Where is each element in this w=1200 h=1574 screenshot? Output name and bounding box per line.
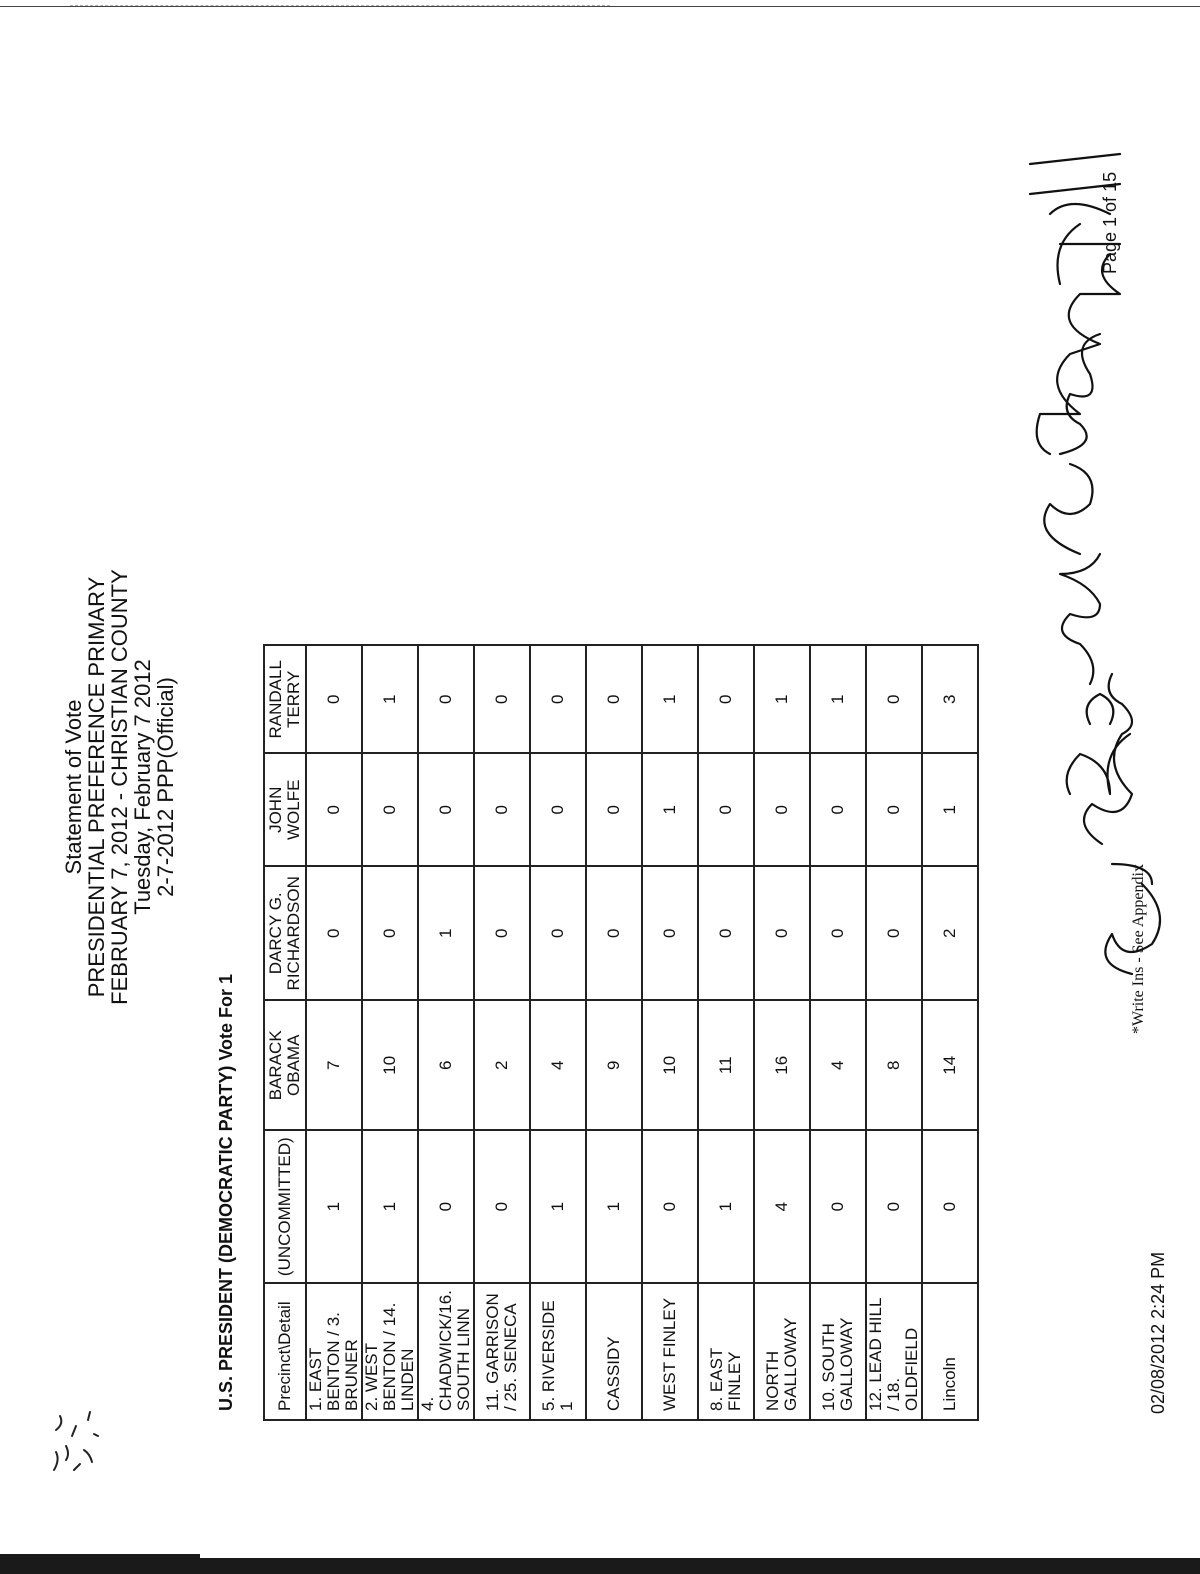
header-line-3: FEBRUARY 7, 2012 - CHRISTIAN COUNTY [107, 569, 132, 1005]
precinct-cell: 4. CHADWICK/16. SOUTH LINN [418, 1283, 474, 1420]
vote-cell: 4 [530, 1000, 586, 1130]
page-number: Page 1 of 15 [1100, 171, 1120, 274]
precinct-cell: Lincoln [922, 1283, 978, 1420]
vote-cell: 2 [474, 1000, 530, 1130]
vote-cell: 1 [698, 1130, 754, 1283]
vote-cell: 1 [306, 1130, 362, 1283]
signature-3 [1044, 334, 1100, 554]
precinct-cell: 5. RIVERSIDE 1 [530, 1283, 586, 1420]
vote-cell: 0 [866, 866, 922, 1000]
signature-4 [1030, 154, 1120, 454]
vote-cell: 7 [306, 1000, 362, 1130]
vote-cell: 0 [474, 866, 530, 1000]
vote-cell: 0 [866, 645, 922, 753]
column-header-precinct: Precinct\Detail [264, 1283, 306, 1420]
vote-cell: 4 [754, 1130, 810, 1283]
vote-cell: 0 [306, 866, 362, 1000]
precinct-cell: 12. LEAD HILL / 18. OLDFIELD [866, 1283, 922, 1420]
column-header-darcy-richardson: DARCY G. RICHARDSON [264, 866, 306, 1000]
report-datetime: 02/08/2012 2:24 PM [1148, 1251, 1168, 1414]
vote-cell: 0 [810, 1130, 866, 1283]
precinct-cell: 8. EAST FINLEY [698, 1283, 754, 1420]
vote-cell: 14 [922, 1000, 978, 1130]
vote-cell: 4 [810, 1000, 866, 1130]
column-header-uncommitted: (UNCOMMITTED) [264, 1130, 306, 1283]
vote-cell: 10 [642, 1000, 698, 1130]
vote-cell: 1 [810, 645, 866, 753]
vote-cell: 10 [362, 1000, 418, 1130]
vote-cell: 0 [586, 866, 642, 1000]
column-header-randall-terry: RANDALL TERRY [264, 645, 306, 753]
precinct-cell: CASSIDY [586, 1283, 642, 1420]
precinct-cell: 10. SOUTH GALLOWAY [810, 1283, 866, 1420]
vote-cell: 0 [418, 753, 474, 866]
vote-cell: 1 [922, 753, 978, 866]
vote-cell: 9 [586, 1000, 642, 1130]
vote-cell: 0 [418, 1130, 474, 1283]
vote-cell: 8 [866, 1000, 922, 1130]
vote-cell: 0 [530, 753, 586, 866]
vote-cell: 0 [754, 866, 810, 1000]
vote-cell: 16 [754, 1000, 810, 1130]
vote-cell: 1 [642, 753, 698, 866]
vote-cell: 0 [642, 866, 698, 1000]
column-header-barack-obama: BARACK OBAMA [264, 1000, 306, 1130]
vote-cell: 1 [362, 645, 418, 753]
vote-cell: 11 [698, 1000, 754, 1130]
header-line-2: PRESIDENTIAL PREFERENCE PRIMARY [84, 576, 109, 998]
vote-cell: 1 [362, 1130, 418, 1283]
header-line-5: 2-7-2012 PPP(Official) [153, 677, 178, 897]
vote-cell: 0 [586, 753, 642, 866]
signature-2 [1060, 554, 1130, 794]
header-line-1: Statement of Vote [61, 699, 86, 875]
vote-cell: 0 [306, 753, 362, 866]
precinct-cell: NORTH GALLOWAY [754, 1283, 810, 1420]
vote-cell: 0 [698, 645, 754, 753]
vote-cell: 0 [810, 866, 866, 1000]
vote-cell: 0 [530, 645, 586, 753]
vote-cell: 0 [698, 753, 754, 866]
vote-cell: 0 [474, 645, 530, 753]
vote-cell: 1 [418, 866, 474, 1000]
vote-cell: 0 [362, 753, 418, 866]
vote-cell: 1 [586, 1130, 642, 1283]
vote-cell: 6 [418, 1000, 474, 1130]
vote-cell: 0 [754, 753, 810, 866]
vote-cell: 0 [586, 645, 642, 753]
vote-cell: 0 [866, 753, 922, 866]
vote-cell: 1 [754, 645, 810, 753]
write-in-note: *Write Ins - See Appendix [1130, 864, 1147, 1034]
vote-cell: 0 [530, 866, 586, 1000]
header-line-4: Tuesday, February 7 2012 [130, 659, 155, 915]
vote-cell: 1 [530, 1130, 586, 1283]
vote-cell: 2 [922, 866, 978, 1000]
precinct-cell: WEST FINLEY [642, 1283, 698, 1420]
precinct-cell: 11. GARRISON / 25. SENECA [474, 1283, 530, 1420]
precinct-cell: 2. WEST BENTON / 14. LINDEN [362, 1283, 418, 1420]
vote-cell: 3 [922, 645, 978, 753]
precinct-cell: 1. EAST BENTON / 3. BRUNER [306, 1283, 362, 1420]
vote-cell: 0 [306, 645, 362, 753]
vote-cell: 0 [418, 645, 474, 753]
vote-cell: 0 [362, 866, 418, 1000]
race-title: U.S. PRESIDENT (DEMOCRATIC PARTY) Vote For 1 [216, 973, 236, 1411]
vote-cell: 0 [474, 1130, 530, 1283]
vote-cell: 0 [866, 1130, 922, 1283]
vote-cell: 0 [474, 753, 530, 866]
vote-cell: 0 [810, 753, 866, 866]
signature-1 [1084, 674, 1160, 974]
vote-cell: 1 [642, 645, 698, 753]
vote-cell: 0 [642, 1130, 698, 1283]
vote-cell: 0 [922, 1130, 978, 1283]
column-header-john-wolfe: JOHN WOLFE [264, 753, 306, 866]
vote-cell: 0 [698, 866, 754, 1000]
